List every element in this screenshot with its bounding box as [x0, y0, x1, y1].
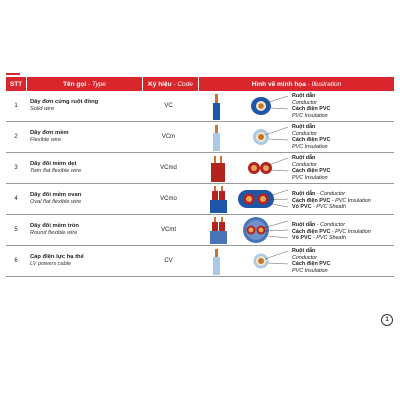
oval-flat-wire-icon [208, 184, 288, 214]
component-labels: Ruột dẫn - Conductor Cách điện PVC - PVC Insulation Vỏ PVC - PVC Sheath [292, 191, 371, 210]
component-labels: Ruột dẫn Conductor Cách điện PVC PVC Insulation [292, 93, 331, 119]
component-labels: Ruột dẫn Conductor Cách điện PVC PVC Insulation [292, 248, 331, 274]
table-row [6, 153, 394, 184]
code-cell: CV [164, 258, 173, 264]
code-cell: VCmo [160, 196, 177, 202]
round-flexible-wire-icon [208, 215, 288, 245]
twin-flat-wire-icon [208, 153, 288, 183]
type-name-en: Twin flat flexible wire [30, 168, 82, 174]
row-number: 5 [14, 227, 18, 233]
component-labels: Ruột dẫn Conductor Cách điện PVC PVC Insulation [292, 155, 331, 181]
row-number: 3 [14, 165, 18, 171]
header-stt: STT [9, 80, 23, 88]
solid-wire-icon [208, 91, 288, 121]
illustration-cell [196, 184, 394, 214]
code-cell: VC [164, 103, 173, 109]
code-cell: VCmt [161, 227, 176, 233]
type-name-en: Solid wire [30, 106, 55, 112]
row-number: 4 [14, 196, 18, 202]
component-labels: Ruột dẫn Conductor Cách điện PVC PVC Insulation [292, 124, 331, 150]
illustration-cell [196, 122, 394, 152]
table-row [6, 91, 394, 122]
code-cell: VCm [161, 134, 176, 140]
type-name-vi: Dây đơn mềm [30, 130, 69, 136]
table-row [6, 215, 394, 246]
type-name-vi: Dây đơn cứng ruột đồng [30, 99, 99, 105]
type-name-en: Flexible wire [30, 137, 62, 143]
type-cell [26, 254, 141, 268]
illustration-cell [196, 153, 394, 183]
illustration-cell [196, 215, 394, 245]
row-number: 2 [14, 134, 18, 140]
header-illustration: Hình vẽ minh họa - Illustration [251, 80, 342, 88]
type-name-en: Oval flat flexible wire [30, 199, 82, 205]
cable-types-table [6, 77, 394, 277]
type-name-vi: Dây đôi mềm dẹt [30, 161, 77, 167]
table-header [6, 77, 394, 91]
table-row [6, 122, 394, 153]
illustration-cell [196, 246, 394, 276]
type-name-vi: Dây đôi mềm tròn [30, 223, 79, 229]
illustration-cell [196, 91, 394, 121]
type-cell [26, 223, 141, 237]
type-cell [26, 130, 141, 144]
type-cell [26, 192, 141, 206]
header-accent-bar [6, 73, 20, 75]
code-cell: VCmd [160, 165, 177, 171]
flexible-wire-icon [208, 122, 288, 152]
table-row [6, 184, 394, 215]
type-name-vi: Dây đôi mềm ovan [30, 192, 82, 198]
type-name-vi: Cáp điện lực hạ thế [30, 254, 84, 260]
type-name-en: Round flexible wire [30, 230, 78, 236]
table-row [6, 246, 394, 277]
header-type: Tên gọi - Type [63, 80, 106, 88]
component-labels: Ruột dẫn - Conductor Cách điện PVC - PVC Insulation Vỏ PVC - PVC Sheath [292, 222, 371, 241]
page-number: 1 [381, 314, 393, 326]
lv-cable-icon [208, 246, 288, 276]
row-number: 1 [14, 103, 18, 109]
header-code: Ký hiệu - Code [148, 80, 193, 88]
type-cell [26, 99, 141, 113]
type-cell [26, 161, 141, 175]
type-name-en: LV powers cable [30, 261, 72, 267]
row-number: 6 [14, 258, 18, 264]
